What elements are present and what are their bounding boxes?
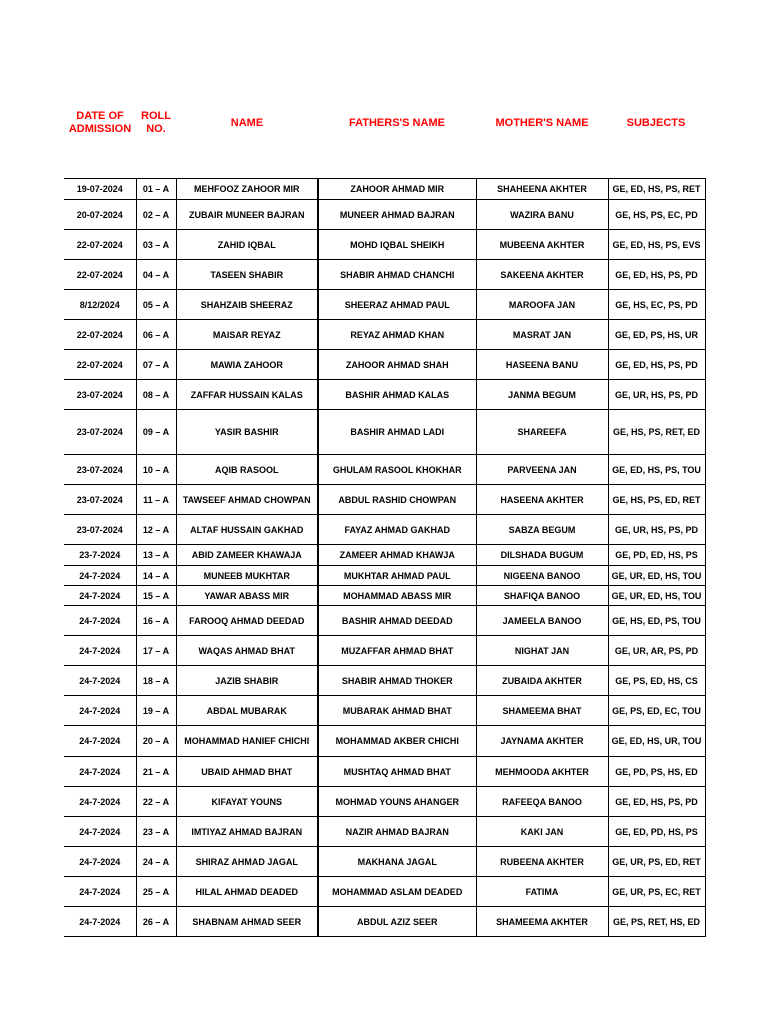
subjects-cell: GE, PD, PS, HS, ED <box>608 757 705 787</box>
header-name: NAME <box>230 117 264 129</box>
roll-cell: 06 – A <box>136 320 176 350</box>
fathers-name-cell: FAYAZ AHMAD GAKHAD <box>318 515 476 545</box>
name-cell: SHAHZAIB SHEERAZ <box>176 290 318 320</box>
name-cell: HILAL AHMAD DEADED <box>176 877 318 907</box>
roll-cell: 05 – A <box>136 290 176 320</box>
date-cell: 24-7-2024 <box>64 696 136 726</box>
name-cell: TASEEN SHABIR <box>176 260 318 290</box>
fathers-name-cell: BASHIR AHMAD DEEDAD <box>318 606 476 636</box>
mothers-name-cell: SHAMEEMA AKHTER <box>476 907 608 937</box>
name-cell: YAWAR ABASS MIR <box>176 586 318 606</box>
subjects-cell: GE, ED, PD, HS, PS <box>608 817 705 847</box>
table-header <box>0 0 768 180</box>
table-row <box>64 606 705 636</box>
roll-cell: 23 – A <box>136 817 176 847</box>
name-cell: UBAID AHMAD BHAT <box>176 757 318 787</box>
fathers-name-cell: NAZIR AHMAD BAJRAN <box>318 817 476 847</box>
date-cell: 24-7-2024 <box>64 666 136 696</box>
roll-cell: 03 – A <box>136 230 176 260</box>
fathers-name-cell: BASHIR AHMAD KALAS <box>318 380 476 410</box>
mothers-name-cell: KAKI JAN <box>476 817 608 847</box>
fathers-name-cell: REYAZ AHMAD KHAN <box>318 320 476 350</box>
roll-cell: 24 – A <box>136 847 176 877</box>
date-cell: 24-7-2024 <box>64 586 136 606</box>
subjects-cell: GE, ED, HS, PS, RET <box>608 179 705 200</box>
subjects-cell: GE, UR, PS, ED, RET <box>608 847 705 877</box>
subjects-cell: GE, HS, PS, EC, PD <box>608 200 705 230</box>
mothers-name-cell: ZUBAIDA AKHTER <box>476 666 608 696</box>
date-cell: 24-7-2024 <box>64 877 136 907</box>
mothers-name-cell: RUBEENA AKHTER <box>476 847 608 877</box>
date-cell: 24-7-2024 <box>64 757 136 787</box>
roll-cell: 08 – A <box>136 380 176 410</box>
header-fathers-name: FATHERS'S NAME <box>349 117 445 129</box>
subjects-cell: GE, UR, HS, PS, PD <box>608 380 705 410</box>
table-row <box>64 566 705 586</box>
mothers-name-cell: HASEENA AKHTER <box>476 485 608 515</box>
mothers-name-cell: JAYNAMA AKHTER <box>476 726 608 757</box>
date-cell: 23-7-2024 <box>64 545 136 566</box>
subjects-cell: GE, HS, EC, PS, PD <box>608 290 705 320</box>
mothers-name-cell: NIGEENA BANOO <box>476 566 608 586</box>
header-mothers-name: MOTHER'S NAME <box>495 117 589 129</box>
subjects-cell: GE, HS, PS, ED, RET <box>608 485 705 515</box>
name-cell: FAROOQ AHMAD DEEDAD <box>176 606 318 636</box>
fathers-name-cell: MAKHANA JAGAL <box>318 847 476 877</box>
fathers-name-cell: SHABIR AHMAD THOKER <box>318 666 476 696</box>
roll-cell: 25 – A <box>136 877 176 907</box>
date-cell: 22-07-2024 <box>64 230 136 260</box>
name-cell: WAQAS AHMAD BHAT <box>176 636 318 666</box>
subjects-cell: GE, ED, HS, PS, TOU <box>608 455 705 485</box>
subjects-cell: GE, PS, RET, HS, ED <box>608 907 705 937</box>
name-cell: ABID ZAMEER KHAWAJA <box>176 545 318 566</box>
roll-cell: 17 – A <box>136 636 176 666</box>
mothers-name-cell: WAZIRA BANU <box>476 200 608 230</box>
roll-cell: 14 – A <box>136 566 176 586</box>
subjects-cell: GE, UR, AR, PS, PD <box>608 636 705 666</box>
roll-cell: 13 – A <box>136 545 176 566</box>
date-cell: 19-07-2024 <box>64 179 136 200</box>
table-row <box>64 847 705 877</box>
name-cell: JAZIB SHABIR <box>176 666 318 696</box>
fathers-name-cell: ZAHOOR AHMAD MIR <box>318 179 476 200</box>
fathers-name-cell: ZAHOOR AHMAD SHAH <box>318 350 476 380</box>
table-row <box>64 545 705 566</box>
fathers-name-cell: ABDUL AZIZ SEER <box>318 907 476 937</box>
table-row <box>64 380 705 410</box>
table-row <box>64 200 705 230</box>
subjects-cell: GE, PS, ED, HS, CS <box>608 666 705 696</box>
subjects-cell: GE, ED, PS, HS, UR <box>608 320 705 350</box>
subjects-cell: GE, HS, ED, PS, TOU <box>608 606 705 636</box>
roll-cell: 18 – A <box>136 666 176 696</box>
date-cell: 22-07-2024 <box>64 320 136 350</box>
date-cell: 24-7-2024 <box>64 566 136 586</box>
table-row <box>64 485 705 515</box>
roll-cell: 15 – A <box>136 586 176 606</box>
fathers-name-cell: SHEERAZ AHMAD PAUL <box>318 290 476 320</box>
roll-cell: 01 – A <box>136 179 176 200</box>
roll-cell: 02 – A <box>136 200 176 230</box>
subjects-cell: GE, HS, PS, RET, ED <box>608 410 705 455</box>
fathers-name-cell: MOHAMMAD ASLAM DEADED <box>318 877 476 907</box>
name-cell: MOHAMMAD HANIEF CHICHI <box>176 726 318 757</box>
subjects-cell: GE, PD, ED, HS, PS <box>608 545 705 566</box>
mothers-name-cell: MASRAT JAN <box>476 320 608 350</box>
fathers-name-cell: SHABIR AHMAD CHANCHI <box>318 260 476 290</box>
subjects-cell: GE, UR, PS, EC, RET <box>608 877 705 907</box>
subjects-cell: GE, ED, HS, UR, TOU <box>608 726 705 757</box>
name-cell: MAWIA ZAHOOR <box>176 350 318 380</box>
mothers-name-cell: SHAREEFA <box>476 410 608 455</box>
header-date-of-admission: DATE OF ADMISSION <box>68 110 132 135</box>
name-cell: IMTIYAZ AHMAD BAJRAN <box>176 817 318 847</box>
admission-register-table <box>64 178 706 937</box>
fathers-name-cell: GHULAM RASOOL KHOKHAR <box>318 455 476 485</box>
roll-cell: 11 – A <box>136 485 176 515</box>
fathers-name-cell: MUZAFFAR AHMAD BHAT <box>318 636 476 666</box>
table-row <box>64 230 705 260</box>
mothers-name-cell: MEHMOODA AKHTER <box>476 757 608 787</box>
header-roll-no: ROLL NO. <box>141 110 171 135</box>
mothers-name-cell: MUBEENA AKHTER <box>476 230 608 260</box>
table-row <box>64 877 705 907</box>
table-row <box>64 586 705 606</box>
table-row <box>64 515 705 545</box>
date-cell: 23-07-2024 <box>64 380 136 410</box>
table-row <box>64 696 705 726</box>
name-cell: ZAHID IQBAL <box>176 230 318 260</box>
roll-cell: 22 – A <box>136 787 176 817</box>
fathers-name-cell: ABDUL RASHID CHOWPAN <box>318 485 476 515</box>
table-row <box>64 350 705 380</box>
date-cell: 24-7-2024 <box>64 847 136 877</box>
name-cell: SHIRAZ AHMAD JAGAL <box>176 847 318 877</box>
fathers-name-cell: BASHIR AHMAD LADI <box>318 410 476 455</box>
subjects-cell: GE, UR, HS, PS, PD <box>608 515 705 545</box>
roll-cell: 07 – A <box>136 350 176 380</box>
table-row <box>64 907 705 937</box>
name-cell: ABDAL MUBARAK <box>176 696 318 726</box>
mothers-name-cell: PARVEENA JAN <box>476 455 608 485</box>
name-cell: ZAFFAR HUSSAIN KALAS <box>176 380 318 410</box>
date-cell: 22-07-2024 <box>64 350 136 380</box>
mothers-name-cell: NIGHAT JAN <box>476 636 608 666</box>
date-cell: 22-07-2024 <box>64 260 136 290</box>
name-cell: TAWSEEF AHMAD CHOWPAN <box>176 485 318 515</box>
mothers-name-cell: SHAMEEMA BHAT <box>476 696 608 726</box>
table-row <box>64 260 705 290</box>
mothers-name-cell: JAMEELA BANOO <box>476 606 608 636</box>
mothers-name-cell: HASEENA BANU <box>476 350 608 380</box>
date-cell: 24-7-2024 <box>64 636 136 666</box>
subjects-cell: GE, ED, HS, PS, PD <box>608 350 705 380</box>
date-cell: 23-07-2024 <box>64 410 136 455</box>
table-row <box>64 636 705 666</box>
date-cell: 24-7-2024 <box>64 606 136 636</box>
name-cell: YASIR BASHIR <box>176 410 318 455</box>
roll-cell: 21 – A <box>136 757 176 787</box>
fathers-name-cell: ZAMEER AHMAD KHAWJA <box>318 545 476 566</box>
fathers-name-cell: MUBARAK AHMAD BHAT <box>318 696 476 726</box>
roll-cell: 19 – A <box>136 696 176 726</box>
table-row <box>64 666 705 696</box>
subjects-cell: GE, ED, HS, PS, PD <box>608 260 705 290</box>
name-cell: KIFAYAT YOUNS <box>176 787 318 817</box>
date-cell: 23-07-2024 <box>64 515 136 545</box>
subjects-cell: GE, ED, HS, PS, EVS <box>608 230 705 260</box>
name-cell: ZUBAIR MUNEER BAJRAN <box>176 200 318 230</box>
mothers-name-cell: JANMA BEGUM <box>476 380 608 410</box>
date-cell: 24-7-2024 <box>64 726 136 757</box>
date-cell: 23-07-2024 <box>64 455 136 485</box>
mothers-name-cell: SABZA BEGUM <box>476 515 608 545</box>
date-cell: 24-7-2024 <box>64 907 136 937</box>
roll-cell: 10 – A <box>136 455 176 485</box>
date-cell: 24-7-2024 <box>64 817 136 847</box>
header-subjects: SUBJECTS <box>626 117 686 129</box>
fathers-name-cell: MUSHTAQ AHMAD BHAT <box>318 757 476 787</box>
name-cell: SHABNAM AHMAD SEER <box>176 907 318 937</box>
name-cell: ALTAF HUSSAIN GAKHAD <box>176 515 318 545</box>
mothers-name-cell: RAFEEQA BANOO <box>476 787 608 817</box>
mothers-name-cell: MAROOFA JAN <box>476 290 608 320</box>
table-row <box>64 787 705 817</box>
subjects-cell: GE, ED, HS, PS, PD <box>608 787 705 817</box>
mothers-name-cell: SHAFIQA BANOO <box>476 586 608 606</box>
roll-cell: 20 – A <box>136 726 176 757</box>
date-cell: 24-7-2024 <box>64 787 136 817</box>
roll-cell: 04 – A <box>136 260 176 290</box>
roll-cell: 12 – A <box>136 515 176 545</box>
table-row <box>64 817 705 847</box>
name-cell: AQIB RASOOL <box>176 455 318 485</box>
table-row <box>64 320 705 350</box>
mothers-name-cell: DILSHADA BUGUM <box>476 545 608 566</box>
date-cell: 20-07-2024 <box>64 200 136 230</box>
subjects-cell: GE, UR, ED, HS, TOU <box>608 586 705 606</box>
roll-cell: 26 – A <box>136 907 176 937</box>
date-cell: 23-07-2024 <box>64 485 136 515</box>
roll-cell: 16 – A <box>136 606 176 636</box>
fathers-name-cell: MOHD IQBAL SHEIKH <box>318 230 476 260</box>
name-cell: MEHFOOZ ZAHOOR MIR <box>176 179 318 200</box>
fathers-name-cell: MUKHTAR AHMAD PAUL <box>318 566 476 586</box>
roll-cell: 09 – A <box>136 410 176 455</box>
table-body <box>64 179 705 937</box>
fathers-name-cell: MOHMAD YOUNS AHANGER <box>318 787 476 817</box>
mothers-name-cell: SAKEENA AKHTER <box>476 260 608 290</box>
date-cell: 8/12/2024 <box>64 290 136 320</box>
table-row <box>64 757 705 787</box>
name-cell: MAISAR REYAZ <box>176 320 318 350</box>
table-row <box>64 410 705 455</box>
mothers-name-cell: FATIMA <box>476 877 608 907</box>
subjects-cell: GE, PS, ED, EC, TOU <box>608 696 705 726</box>
table-row <box>64 455 705 485</box>
fathers-name-cell: MOHAMMAD AKBER CHICHI <box>318 726 476 757</box>
fathers-name-cell: MUNEER AHMAD BAJRAN <box>318 200 476 230</box>
table-row <box>64 179 705 200</box>
mothers-name-cell: SHAHEENA AKHTER <box>476 179 608 200</box>
fathers-name-cell: MOHAMMAD ABASS MIR <box>318 586 476 606</box>
subjects-cell: GE, UR, ED, HS, TOU <box>608 566 705 586</box>
table-row <box>64 726 705 757</box>
name-cell: MUNEEB MUKHTAR <box>176 566 318 586</box>
table-row <box>64 290 705 320</box>
